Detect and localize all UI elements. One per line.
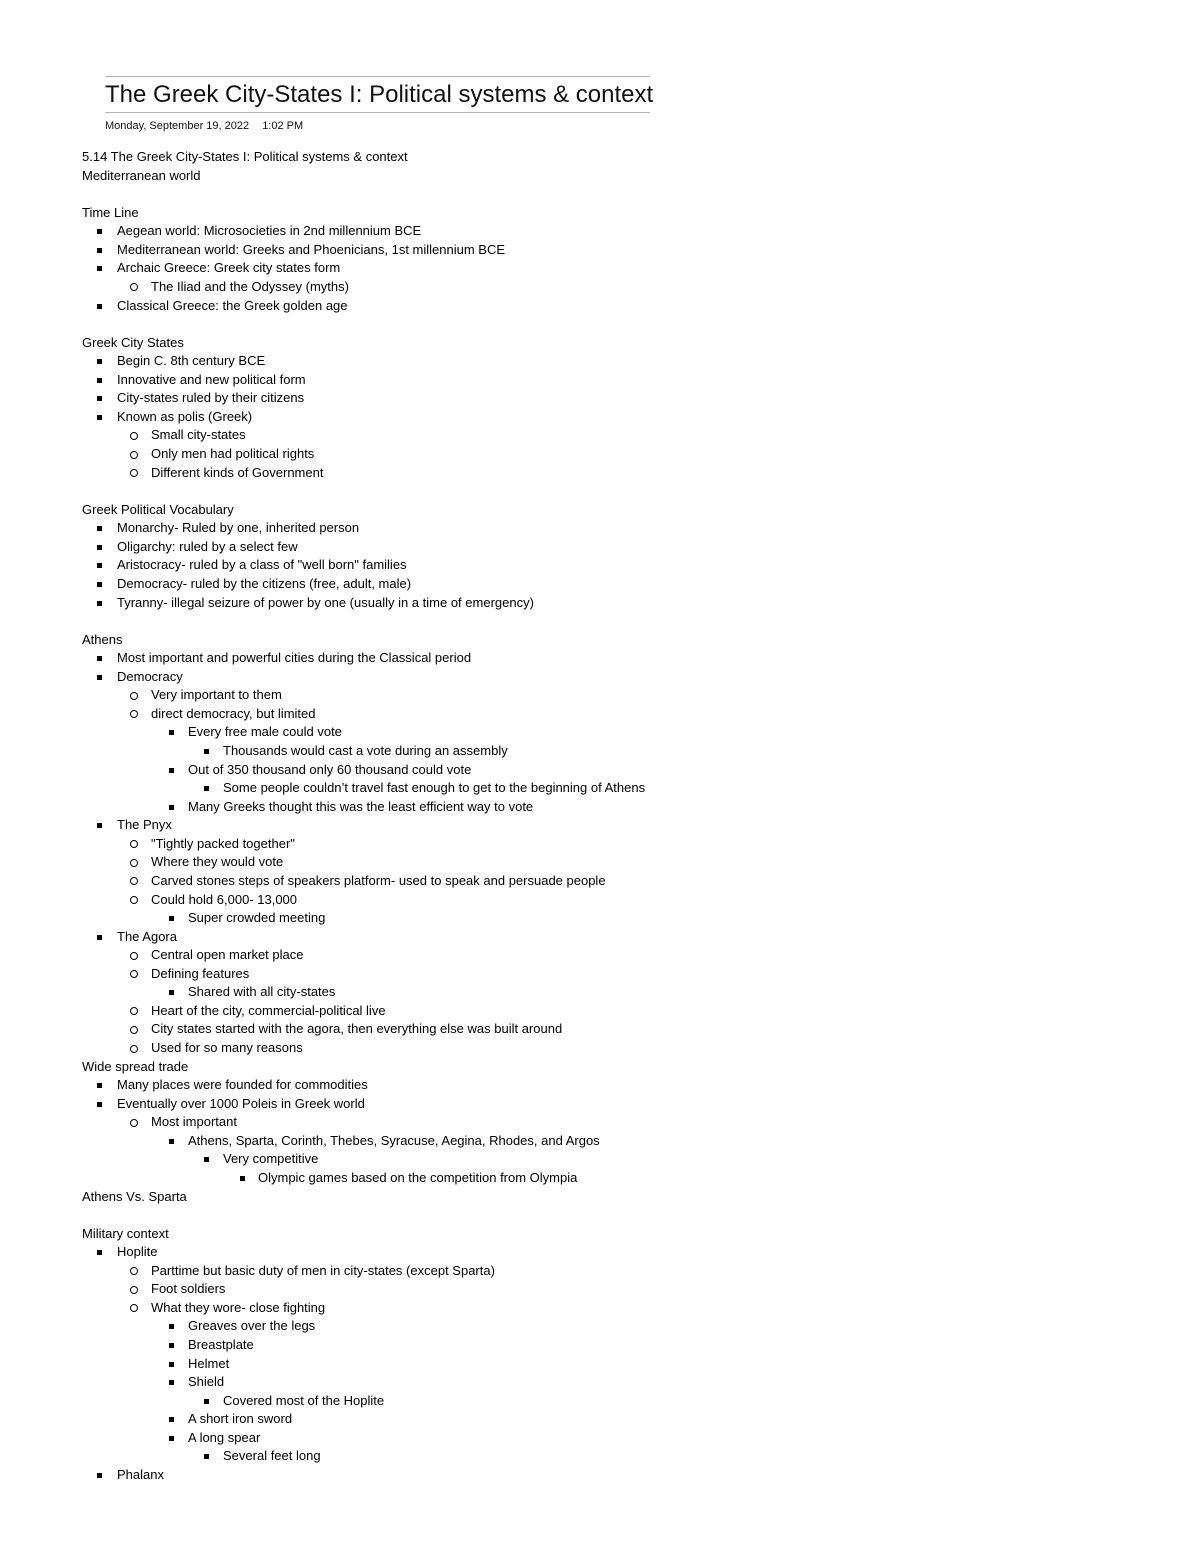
line-text: A short iron sword	[188, 1411, 293, 1427]
outline-item-level-1	[0, 1466, 1200, 1485]
square-bullet-icon	[97, 601, 102, 606]
line-text: Many places were founded for commodities	[117, 1077, 368, 1093]
blank-line	[0, 612, 1200, 631]
square-bullet-icon	[169, 1343, 174, 1348]
outline-item-level-2	[0, 705, 1200, 724]
outline-item-level-2	[0, 1039, 1200, 1058]
line-text: A long spear	[188, 1429, 261, 1445]
outline-item-level-2	[0, 445, 1200, 464]
outline-heading	[0, 334, 1200, 353]
outline-item-level-1	[0, 389, 1200, 408]
line-text: Mediterranean world	[82, 167, 201, 183]
outline-item-level-3	[0, 723, 1200, 742]
hollow-circle-bullet-icon	[130, 283, 138, 291]
note-title-block	[105, 76, 654, 113]
line-text: Aegean world: Microsocieties in 2nd millennium BCE	[117, 223, 422, 239]
hollow-circle-bullet-icon	[130, 877, 138, 885]
line-text: Central open market place	[151, 947, 304, 963]
outline-item-level-4	[0, 1392, 1200, 1411]
outline-item-level-1	[0, 408, 1200, 427]
line-text: Athens	[82, 631, 123, 647]
outline-heading	[0, 204, 1200, 223]
line-text: Thousands would cast a vote during an assembly	[223, 743, 508, 758]
square-bullet-icon	[204, 1399, 209, 1404]
line-text: Helmet	[188, 1355, 230, 1371]
outline-heading	[0, 631, 1200, 650]
hollow-circle-bullet-icon	[130, 840, 138, 848]
line-text: Hoplite	[117, 1244, 158, 1260]
line-text: Very important to them	[151, 687, 282, 703]
square-bullet-icon	[169, 1139, 174, 1144]
line-text: Used for so many reasons	[151, 1040, 303, 1055]
outline-item-level-4	[0, 779, 1200, 798]
hollow-circle-bullet-icon	[130, 952, 138, 960]
square-bullet-icon	[97, 1102, 102, 1107]
square-bullet-icon	[97, 545, 102, 550]
outline-heading	[0, 148, 1200, 167]
line-text: Greaves over the legs	[188, 1318, 316, 1334]
outline-item-level-2	[0, 872, 1200, 891]
outline-item-level-3	[0, 1132, 1200, 1151]
line-text: Archaic Greece: Greek city states form	[117, 260, 341, 276]
outline-item-level-1	[0, 556, 1200, 575]
line-text: Eventually over 1000 Poleis in Greek world	[117, 1095, 365, 1111]
line-text: Military context	[82, 1225, 169, 1241]
square-bullet-icon	[240, 1176, 245, 1181]
note-body	[0, 148, 1200, 1485]
outline-item-level-1	[0, 259, 1200, 278]
line-text: 5.14 The Greek City-States I: Political systems & context	[82, 149, 408, 164]
square-bullet-icon	[97, 656, 102, 661]
page-title: The Greek City-States I: Political systems & context	[105, 81, 654, 108]
outline-item-level-5	[0, 1169, 1200, 1188]
outline-item-level-2	[0, 1020, 1200, 1039]
square-bullet-icon	[169, 730, 174, 735]
square-bullet-icon	[169, 1324, 174, 1329]
line-text: Wide spread trade	[82, 1058, 189, 1074]
hollow-circle-bullet-icon	[130, 692, 138, 700]
hollow-circle-bullet-icon	[130, 1026, 138, 1034]
hollow-circle-bullet-icon	[130, 432, 138, 440]
note-timestamp	[105, 120, 303, 132]
outline-item-level-2	[0, 835, 1200, 854]
line-text: "Tightly packed together"	[151, 835, 295, 851]
outline-heading	[0, 1225, 1200, 1244]
outline-item-level-1	[0, 928, 1200, 947]
outline-item-level-1	[0, 1076, 1200, 1095]
square-bullet-icon	[97, 1250, 102, 1255]
outline-item-level-3	[0, 983, 1200, 1002]
line-text: Tyranny- illegal seizure of power by one (usually in a time of emergency)	[117, 594, 534, 610]
line-text: Monarchy- Ruled by one, inherited person	[117, 520, 360, 536]
line-text: Only men had political rights	[151, 446, 315, 461]
line-text: Where they would vote	[151, 854, 284, 870]
outline-item-level-3	[0, 909, 1200, 928]
square-bullet-icon	[204, 1454, 209, 1459]
square-bullet-icon	[97, 935, 102, 940]
hollow-circle-bullet-icon	[130, 1007, 138, 1015]
line-text: Foot soldiers	[151, 1281, 226, 1297]
hollow-circle-bullet-icon	[130, 1119, 138, 1127]
outline-item-level-2	[0, 464, 1200, 483]
line-text: Democracy	[117, 668, 183, 684]
outline-item-level-3	[0, 1355, 1200, 1374]
outline-item-level-2	[0, 686, 1200, 705]
outline-item-level-4	[0, 742, 1200, 761]
outline-item-level-1	[0, 241, 1200, 260]
outline-item-level-3	[0, 1373, 1200, 1392]
outline-item-level-3	[0, 798, 1200, 817]
line-text: Oligarchy: ruled by a select few	[117, 538, 298, 554]
square-bullet-icon	[97, 675, 102, 680]
line-text: Olympic games based on the competition from Olympia	[258, 1169, 578, 1185]
square-bullet-icon	[97, 526, 102, 531]
line-text: Parttime but basic duty of men in city-states (except Sparta)	[151, 1262, 495, 1278]
square-bullet-icon	[97, 359, 102, 364]
outline-item-level-2	[0, 1299, 1200, 1318]
line-text: Could hold 6,000- 13,000	[151, 891, 298, 907]
square-bullet-icon	[169, 1417, 174, 1422]
line-text: Different kinds of Government	[151, 464, 324, 480]
outline-item-level-2	[0, 891, 1200, 910]
outline-item-level-3	[0, 1429, 1200, 1448]
line-text: Every free male could vote	[188, 724, 342, 740]
square-bullet-icon	[204, 749, 209, 754]
square-bullet-icon	[169, 1362, 174, 1367]
outline-item-level-1	[0, 538, 1200, 557]
line-text: Small city-states	[151, 427, 246, 443]
line-text: The Agora	[117, 928, 177, 944]
line-text: City-states ruled by their citizens	[117, 390, 305, 406]
outline-item-level-1	[0, 816, 1200, 835]
line-text: The Iliad and the Odyssey (myths)	[151, 278, 349, 294]
line-text: Athens Vs. Sparta	[82, 1188, 187, 1204]
title-top-rule	[105, 76, 650, 77]
hollow-circle-bullet-icon	[130, 896, 138, 904]
outline-item-level-2	[0, 1262, 1200, 1281]
square-bullet-icon	[204, 1157, 209, 1162]
outline-item-level-1	[0, 297, 1200, 316]
outline-item-level-2	[0, 946, 1200, 965]
line-text: Phalanx	[117, 1466, 164, 1482]
square-bullet-icon	[169, 1380, 174, 1385]
square-bullet-icon	[97, 1473, 102, 1478]
outline-item-level-1	[0, 222, 1200, 241]
outline-item-level-1	[0, 371, 1200, 390]
hollow-circle-bullet-icon	[130, 710, 138, 718]
outline-item-level-2	[0, 278, 1200, 297]
outline-item-level-1	[0, 352, 1200, 371]
line-text: Begin C. 8th century BCE	[117, 353, 266, 369]
line-text: Shared with all city-states	[188, 984, 336, 1000]
note-time: 1:02 PM	[262, 120, 304, 132]
outline-item-level-1	[0, 668, 1200, 687]
outline-item-level-1	[0, 1243, 1200, 1262]
line-text: Democracy- ruled by the citizens (free, adult, male)	[117, 575, 412, 591]
blank-line	[0, 482, 1200, 501]
title-bottom-rule	[105, 112, 650, 113]
square-bullet-icon	[97, 248, 102, 253]
line-text: City states started with the agora, then everything else was built around	[151, 1021, 563, 1037]
outline-item-level-2	[0, 1002, 1200, 1021]
line-text: Mediterranean world: Greeks and Phoenicians, 1st millennium BCE	[117, 241, 506, 257]
outline-item-level-2	[0, 853, 1200, 872]
hollow-circle-bullet-icon	[130, 469, 138, 477]
outline-heading	[0, 501, 1200, 520]
square-bullet-icon	[97, 415, 102, 420]
note-date: Monday, September 19, 2022	[105, 120, 250, 132]
square-bullet-icon	[97, 266, 102, 271]
square-bullet-icon	[97, 378, 102, 383]
square-bullet-icon	[204, 786, 209, 791]
square-bullet-icon	[97, 304, 102, 309]
line-text: Carved stones steps of speakers platform- used to speak and persuade people	[151, 872, 606, 888]
outline-item-level-4	[0, 1150, 1200, 1169]
outline-item-level-1	[0, 519, 1200, 538]
line-text: Athens, Sparta, Corinth, Thebes, Syracuse, Aegina, Rhodes, and Argos	[188, 1132, 600, 1148]
line-text: Most important and powerful cities during the Classical period	[117, 650, 472, 666]
line-text: The Pnyx	[117, 817, 172, 833]
outline-item-level-3	[0, 1336, 1200, 1355]
outline-heading	[0, 1188, 1200, 1207]
square-bullet-icon	[169, 768, 174, 773]
outline-item-level-1	[0, 594, 1200, 613]
outline-item-level-3	[0, 1410, 1200, 1429]
line-text: Super crowded meeting	[188, 910, 326, 926]
hollow-circle-bullet-icon	[130, 451, 138, 459]
line-text: Some people couldn’t travel fast enough to get to the beginning of Athens	[223, 780, 646, 796]
hollow-circle-bullet-icon	[130, 1304, 138, 1312]
line-text: Shield	[188, 1374, 225, 1390]
outline-item-level-2	[0, 426, 1200, 445]
line-text: direct democracy, but limited	[151, 705, 316, 721]
blank-line	[0, 315, 1200, 334]
square-bullet-icon	[97, 1083, 102, 1088]
line-text: Many Greeks thought this was the least efficient way to vote	[188, 798, 534, 814]
square-bullet-icon	[97, 823, 102, 828]
square-bullet-icon	[97, 229, 102, 234]
line-text: Innovative and new political form	[117, 371, 306, 387]
line-text: Greek Political Vocabulary	[82, 501, 234, 517]
line-text: Classical Greece: the Greek golden age	[117, 297, 348, 313]
outline-item-level-1	[0, 575, 1200, 594]
line-text: Heart of the city, commercial-political live	[151, 1002, 386, 1018]
line-text: What they wore- close fighting	[151, 1299, 326, 1315]
outline-item-level-2	[0, 1280, 1200, 1299]
outline-heading	[0, 167, 1200, 186]
line-text: Out of 350 thousand only 60 thousand could vote	[188, 761, 472, 777]
square-bullet-icon	[169, 916, 174, 921]
square-bullet-icon	[169, 805, 174, 810]
line-text: Breastplate	[188, 1337, 254, 1352]
hollow-circle-bullet-icon	[130, 970, 138, 978]
square-bullet-icon	[97, 563, 102, 568]
outline-item-level-1	[0, 649, 1200, 668]
outline-item-level-3	[0, 1317, 1200, 1336]
line-text: Aristocracy- ruled by a class of "well born" families	[117, 557, 407, 573]
outline-item-level-3	[0, 761, 1200, 780]
line-text: Very competitive	[223, 1151, 319, 1167]
line-text: Covered most of the Hoplite	[223, 1392, 385, 1408]
hollow-circle-bullet-icon	[130, 1045, 138, 1053]
line-text: Defining features	[151, 965, 250, 981]
square-bullet-icon	[169, 990, 174, 995]
line-text: Several feet long	[223, 1448, 321, 1464]
line-text: Greek City States	[82, 334, 184, 350]
hollow-circle-bullet-icon	[130, 859, 138, 867]
square-bullet-icon	[169, 1436, 174, 1441]
blank-line	[0, 185, 1200, 204]
hollow-circle-bullet-icon	[130, 1267, 138, 1275]
outline-item-level-2	[0, 965, 1200, 984]
line-text: Known as polis (Greek)	[117, 408, 253, 424]
outline-item-level-2	[0, 1113, 1200, 1132]
hollow-circle-bullet-icon	[130, 1286, 138, 1294]
line-text: Time Line	[82, 204, 139, 220]
square-bullet-icon	[97, 396, 102, 401]
blank-line	[0, 1206, 1200, 1225]
square-bullet-icon	[97, 582, 102, 587]
outline-item-level-4	[0, 1447, 1200, 1466]
outline-heading	[0, 1058, 1200, 1077]
outline-item-level-1	[0, 1095, 1200, 1114]
line-text: Most important	[151, 1114, 237, 1130]
